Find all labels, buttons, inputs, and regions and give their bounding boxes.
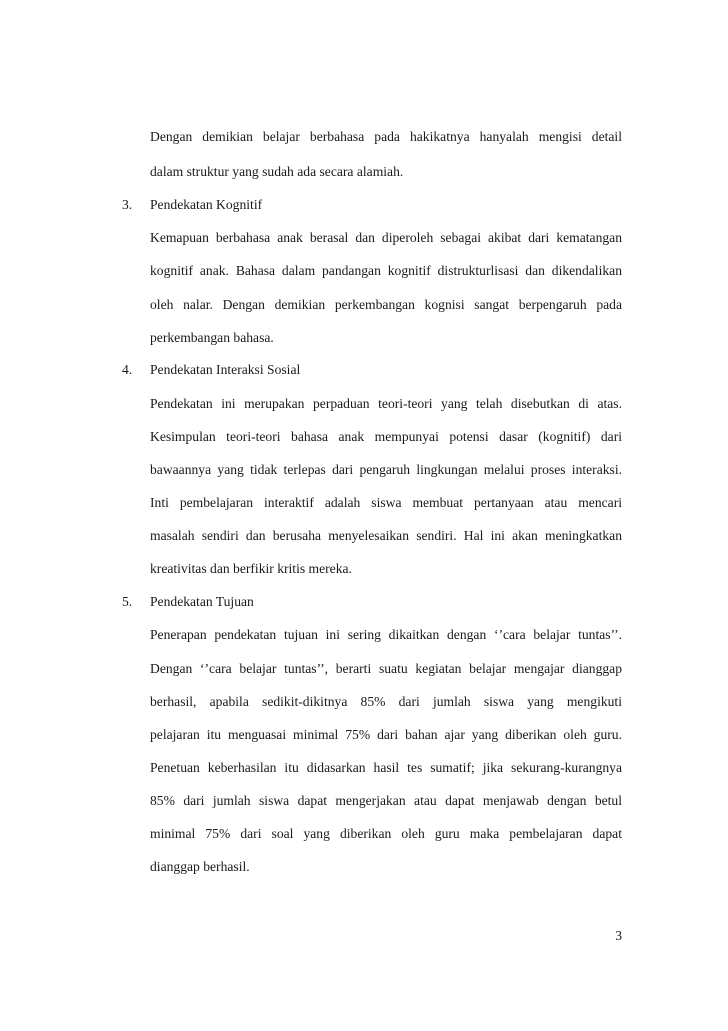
page-number: 3 <box>615 928 622 943</box>
paragraph-line: 85% dari jumlah siswa dapat mengerjakan atau dapat menjawab dengan betul <box>150 793 622 808</box>
paragraph-line: bawaannya yang tidak terlepas dari pengaruh lingkungan melalui proses interaksi. <box>150 462 622 477</box>
paragraph-line: Pendekatan ini merupakan perpaduan teori-teori yang telah disebutkan di atas. <box>150 396 622 411</box>
paragraph-line: Kemapuan berbahasa anak berasal dan diperoleh sebagai akibat dari kematangan <box>150 230 622 245</box>
paragraph-line: dianggap berhasil. <box>150 859 250 874</box>
paragraph-line: kognitif anak. Bahasa dalam pandangan kognitif distrukturlisasi dan dikendalikan <box>150 263 622 278</box>
paragraph-line: oleh nalar. Dengan demikian perkembangan kognisi sangat berpengaruh pada <box>150 297 622 312</box>
paragraph-line: Kesimpulan teori-teori bahasa anak mempunyai potensi dasar (kognitif) dari <box>150 429 622 444</box>
section-heading <box>122 362 300 378</box>
paragraph-line: perkembangan bahasa. <box>150 330 274 345</box>
section-title: Pendekatan Kognitif <box>150 197 263 212</box>
section-title: Pendekatan Tujuan <box>150 594 254 609</box>
paragraph-line: pelajaran itu menguasai minimal 75% dari bahan ajar yang diberikan oleh guru. <box>150 727 622 742</box>
paragraph-line: Penerapan pendekatan tujuan ini sering dikaitkan dengan ‘’cara belajar tuntas’’. <box>150 627 622 642</box>
paragraph-line: masalah sendiri dan berusaha menyelesaikan sendiri. Hal ini akan meningkatkan <box>150 528 622 543</box>
paragraph-line: Dengan ‘’cara belajar tuntas’’, berarti suatu kegiatan belajar mengajar dianggap <box>150 661 622 676</box>
section-number: 3. <box>122 197 133 212</box>
section-heading <box>122 594 254 610</box>
paragraph-line: Inti pembelajaran interaktif adalah siswa membuat pertanyaan atau mencari <box>150 495 622 510</box>
section-heading <box>122 197 262 213</box>
paragraph-line: Dengan demikian belajar berbahasa pada hakikatnya hanyalah mengisi detail <box>150 129 622 144</box>
paragraph-line: berhasil, apabila sedikit-dikitnya 85% dari jumlah siswa yang mengikuti <box>150 694 622 709</box>
section-number: 4. <box>122 362 133 377</box>
section-number: 5. <box>122 594 133 609</box>
section-title: Pendekatan Interaksi Sosial <box>150 362 301 377</box>
paragraph-line: Penetuan keberhasilan itu didasarkan hasil tes sumatif; jika sekurang-kurangnya <box>150 760 622 775</box>
paragraph-line: minimal 75% dari soal yang diberikan oleh guru maka pembelajaran dapat <box>150 826 622 841</box>
paragraph-line: kreativitas dan berfikir kritis mereka. <box>150 561 352 576</box>
paragraph-line: dalam struktur yang sudah ada secara alamiah. <box>150 164 404 179</box>
